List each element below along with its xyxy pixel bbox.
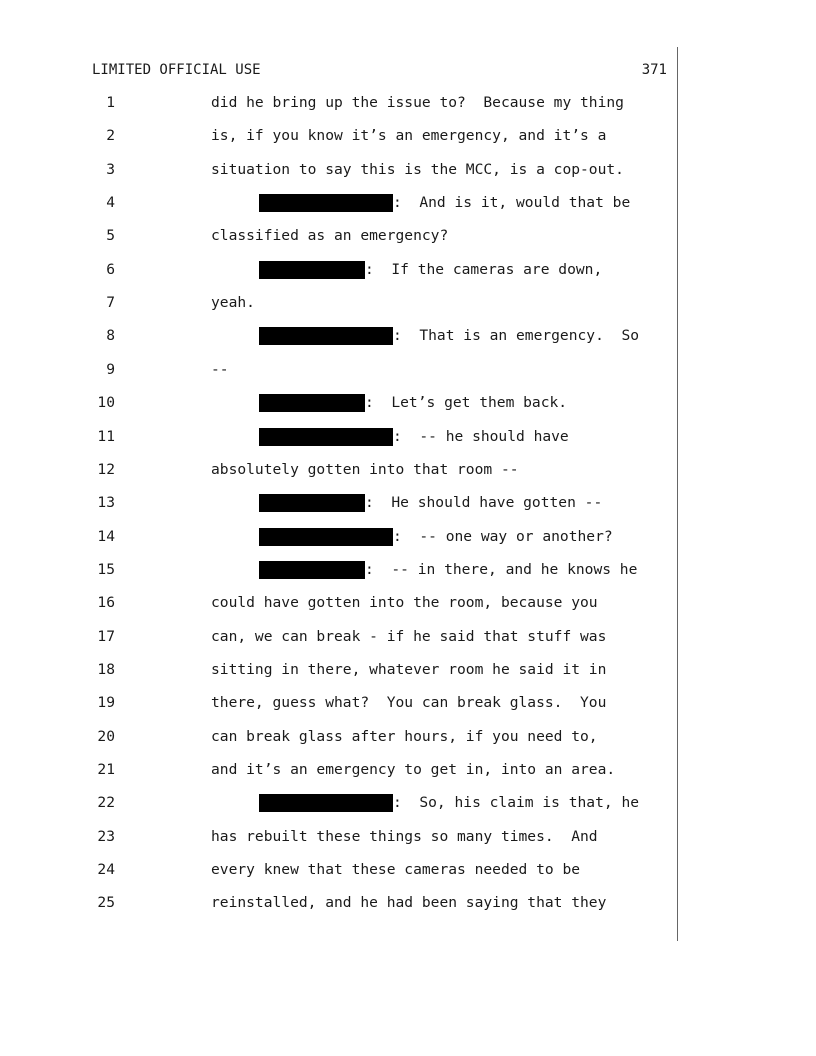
speaker-line [259, 259, 602, 281]
speaker-line [259, 492, 602, 514]
redacted-speaker-name [259, 261, 365, 279]
line-text: : -- he should have [393, 427, 569, 445]
transcript-line [0, 225, 680, 247]
transcript-line [0, 792, 680, 814]
speaker-line [259, 426, 569, 448]
transcript-line [0, 692, 680, 714]
redacted-speaker-name [259, 394, 365, 412]
redacted-speaker-name [259, 428, 393, 446]
speaker-line [259, 325, 639, 347]
transcript-line [0, 759, 680, 781]
line-text: has rebuilt these things so many times. And [211, 827, 598, 845]
transcript-line [0, 892, 680, 914]
transcript-line [0, 592, 680, 614]
line-text: -- [211, 360, 229, 378]
redacted-speaker-name [259, 561, 365, 579]
transcript-line [0, 292, 680, 314]
line-number: 12 [97, 460, 115, 478]
line-number: 11 [97, 427, 115, 445]
line-text: absolutely gotten into that room -- [211, 460, 519, 478]
page-number: 371 [641, 62, 667, 78]
speaker-line [259, 792, 639, 814]
line-text: : Let’s get them back. [365, 394, 568, 412]
classification-header: LIMITED OFFICIAL USE [92, 62, 261, 78]
transcript-line [0, 426, 680, 448]
line-number: 5 [106, 227, 115, 245]
transcript-line [0, 559, 680, 581]
line-number: 17 [97, 627, 115, 645]
speaker-line [259, 392, 567, 414]
line-number: 10 [97, 394, 115, 412]
line-number: 13 [97, 494, 115, 512]
line-text: yeah. [211, 294, 255, 312]
transcript-line [0, 392, 680, 414]
line-number: 18 [97, 660, 115, 678]
line-number: 22 [97, 794, 115, 812]
transcript-line [0, 159, 680, 181]
transcript-line [0, 526, 680, 548]
transcript-line [0, 359, 680, 381]
transcript-line [0, 325, 680, 347]
transcript-line [0, 92, 680, 114]
line-text: sitting in there, whatever room he said it in [211, 660, 607, 678]
transcript-line [0, 259, 680, 281]
line-text: : So, his claim is that, he [393, 794, 640, 812]
speaker-line [259, 192, 630, 214]
line-text: is, if you know it’s an emergency, and it’s a [211, 127, 607, 145]
line-text: : He should have gotten -- [365, 494, 603, 512]
redacted-speaker-name [259, 794, 393, 812]
line-text: did he bring up the issue to? Because my thing [211, 94, 624, 111]
line-number: 3 [106, 160, 115, 178]
line-number: 24 [97, 861, 115, 879]
line-text: : That is an emergency. So [393, 327, 640, 345]
line-number: 6 [106, 260, 115, 278]
line-number: 4 [106, 194, 115, 212]
line-number: 20 [97, 727, 115, 745]
redacted-speaker-name [259, 494, 365, 512]
line-text: : -- in there, and he knows he [365, 560, 638, 578]
line-number: 16 [97, 594, 115, 612]
transcript-line [0, 192, 680, 214]
line-text: situation to say this is the MCC, is a cop-out. [211, 160, 624, 178]
line-number: 9 [106, 360, 115, 378]
transcript-line [0, 726, 680, 748]
redacted-speaker-name [259, 194, 393, 212]
line-text: reinstalled, and he had been saying that they [211, 894, 607, 912]
line-text: and it’s an emergency to get in, into an area. [211, 761, 616, 778]
redacted-speaker-name [259, 327, 393, 345]
line-text: : -- one way or another? [393, 527, 613, 545]
speaker-line [259, 559, 637, 581]
transcript-line [0, 626, 680, 648]
line-text: : If the cameras are down, [365, 260, 603, 278]
transcript-line [0, 859, 680, 881]
line-number: 1 [106, 94, 115, 111]
transcript-line [0, 826, 680, 848]
transcript-line [0, 659, 680, 681]
line-number: 15 [97, 560, 115, 578]
speaker-line [259, 526, 613, 548]
redacted-speaker-name [259, 528, 393, 546]
line-text: every knew that these cameras needed to be [211, 861, 581, 879]
line-number: 25 [97, 894, 115, 912]
line-number: 14 [97, 527, 115, 545]
line-text: classified as an emergency? [211, 227, 449, 245]
line-number: 8 [106, 327, 115, 345]
line-text: there, guess what? You can break glass. You [211, 694, 607, 712]
transcript-line [0, 459, 680, 481]
line-number: 7 [106, 294, 115, 312]
transcript-line [0, 492, 680, 514]
line-text: can break glass after hours, if you need to, [211, 727, 598, 745]
line-text: : And is it, would that be [393, 194, 631, 212]
line-number: 2 [106, 127, 115, 145]
line-number: 23 [97, 827, 115, 845]
line-number: 21 [97, 761, 115, 778]
transcript-line [0, 125, 680, 147]
line-text: could have gotten into the room, because you [211, 594, 598, 612]
line-number: 19 [97, 694, 115, 712]
line-text: can, we can break - if he said that stuff was [211, 627, 607, 645]
